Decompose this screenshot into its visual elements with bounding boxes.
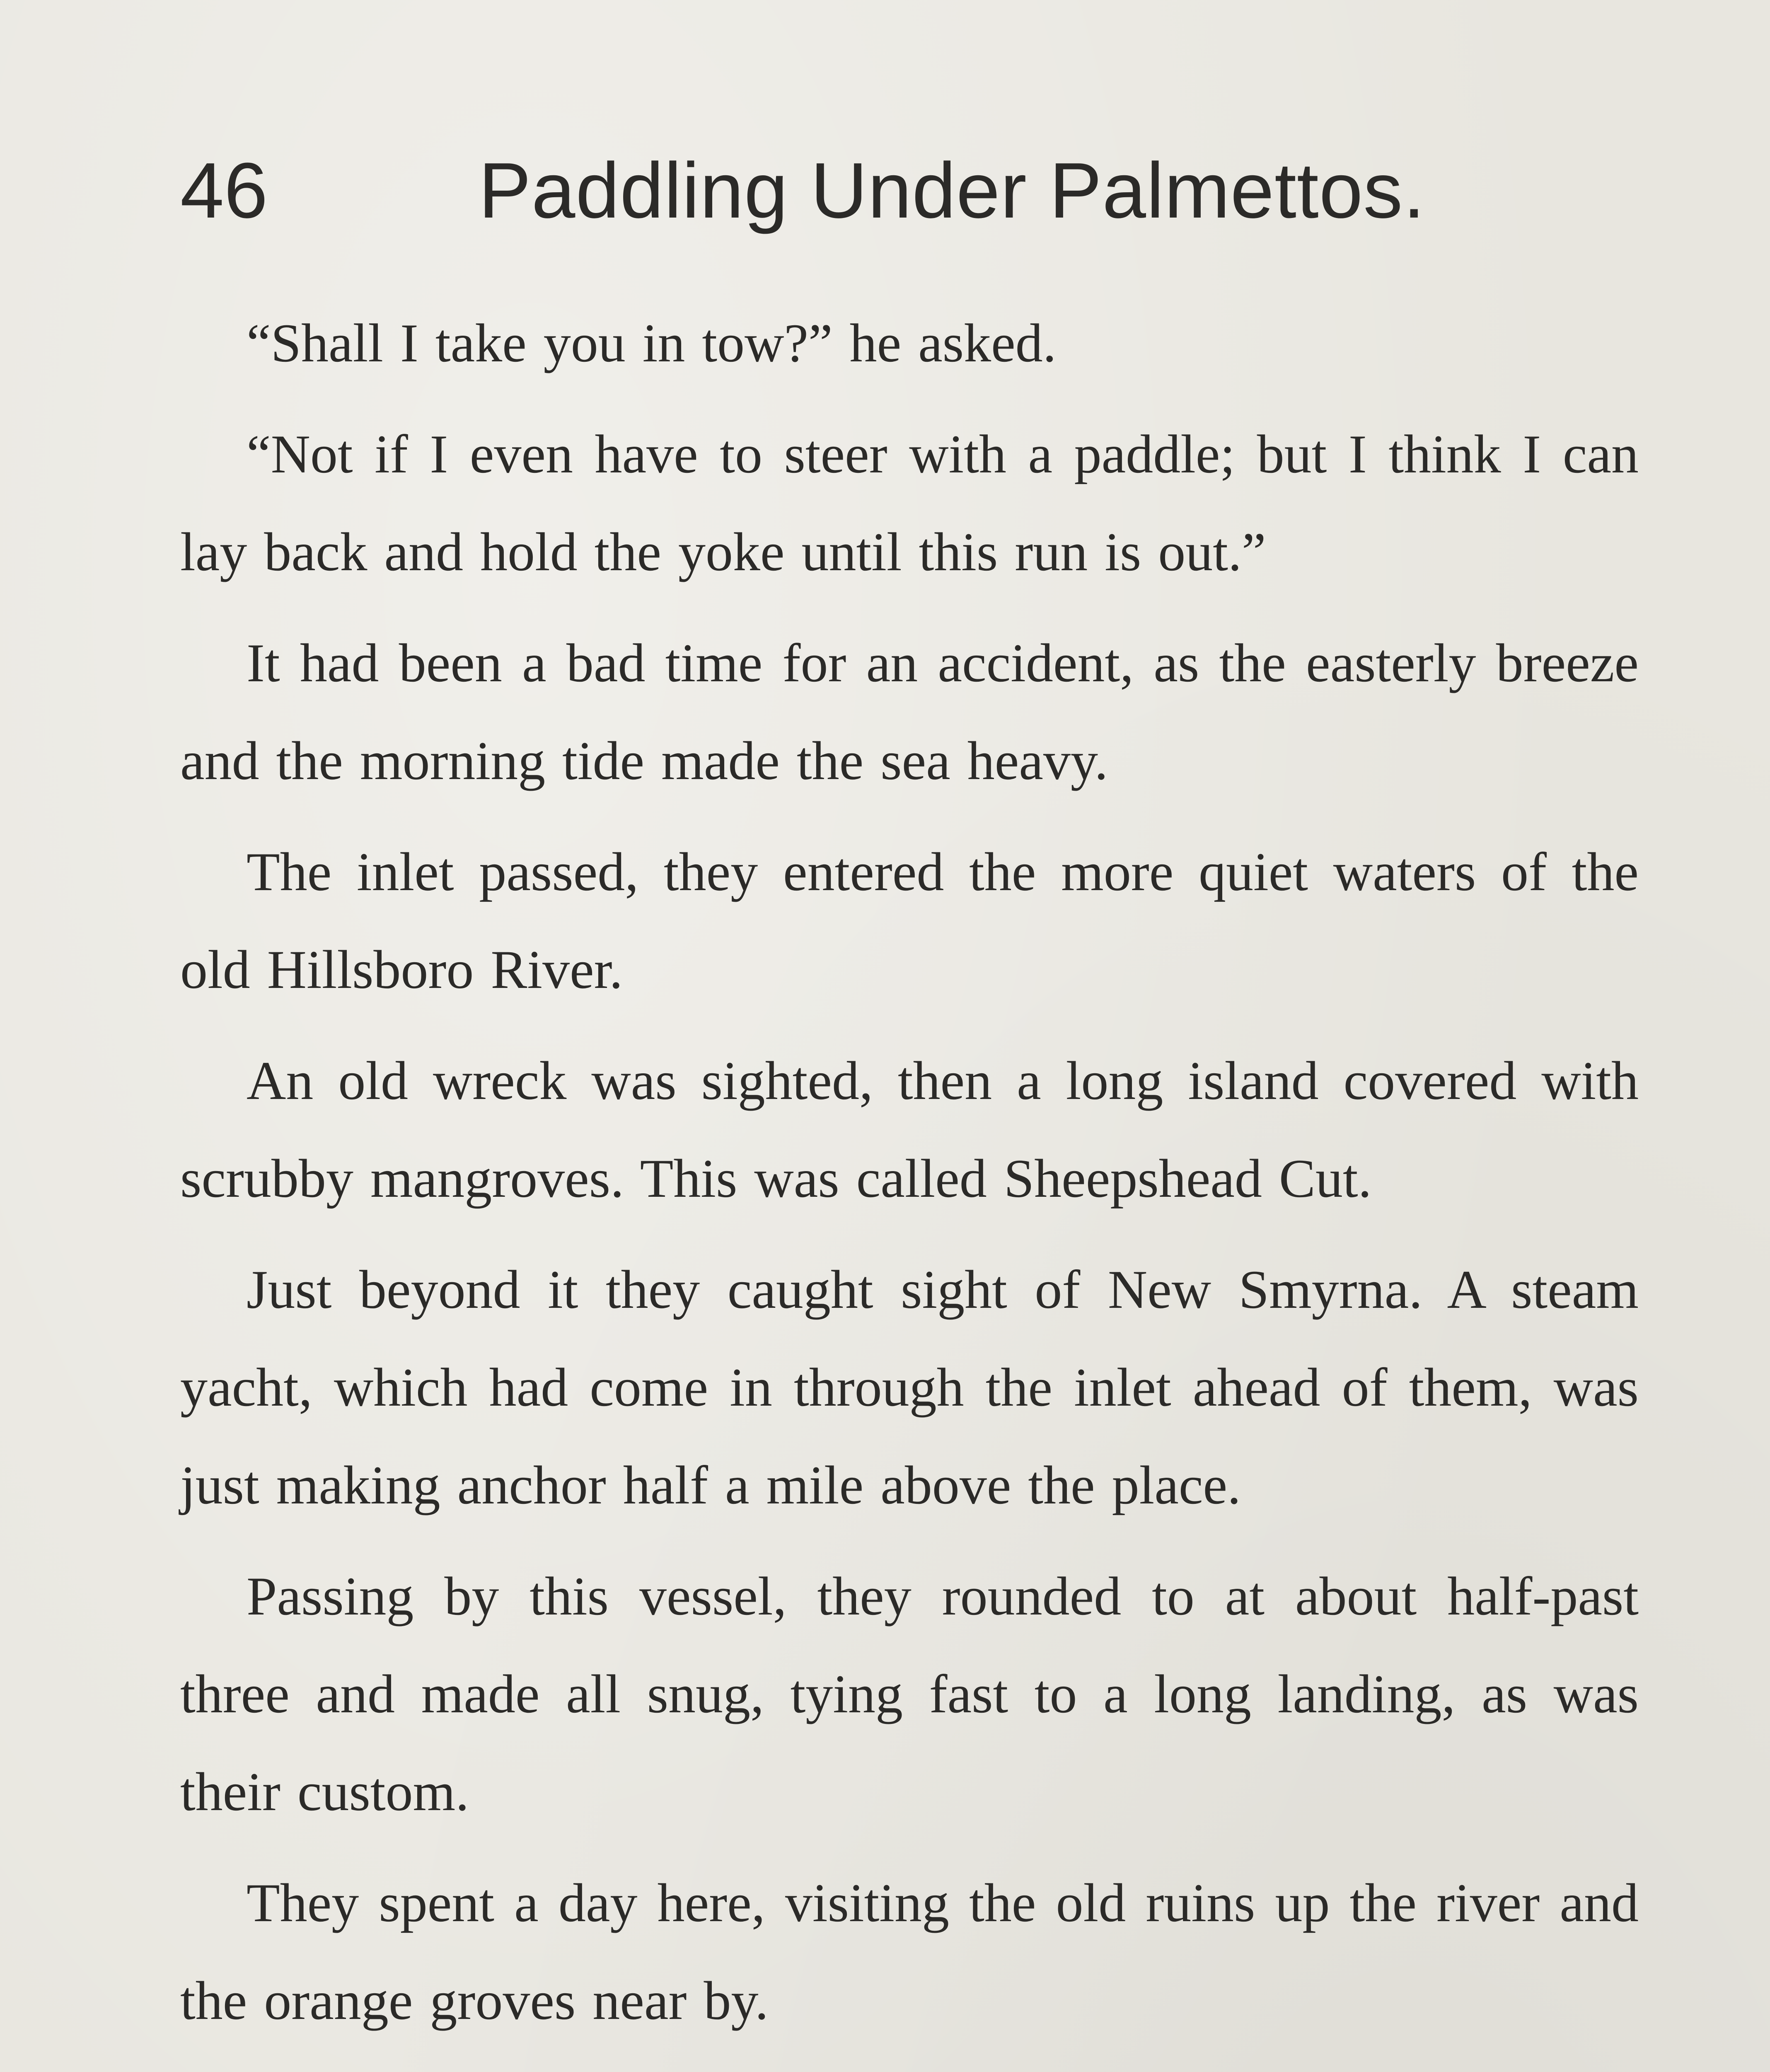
paragraph: It had been a bad time for an accident, as the easterly breeze and the morning tide made the sea heavy.: [180, 632, 1639, 791]
running-title: Paddling Under Palmettos.: [479, 147, 1426, 235]
paragraph: They spent a day here, visiting the old ruins up the river and the orange groves near by.: [180, 1872, 1639, 2031]
paragraph: Just beyond it they caught sight of New Smyrna. A steam yacht, which had come in through the inlet ahead of them, was just making anchor half a mile above the place.: [180, 1259, 1639, 1515]
page-number: 46: [180, 147, 268, 235]
page-header: [180, 141, 1639, 249]
body-text: [180, 294, 1639, 2072]
paragraph: An old wreck was sighted, then a long island covered with scrubby mangroves. This was called Sheepshead Cut.: [180, 1050, 1639, 1209]
paragraph: “Shall I take you in tow?” he asked.: [247, 312, 1057, 373]
paragraph: [180, 2063, 1639, 2072]
paragraph: Passing by this vessel, they rounded to at about half-past three and made all snug, tying fast to a long landing, as was their custom.: [180, 1566, 1639, 1822]
paragraph: The inlet passed, they entered the more quiet waters of the old Hillsboro River.: [180, 841, 1639, 1000]
paragraph: “Not if I even have to steer with a paddle; but I think I can lay back and hold the yoke until this run is out.”: [180, 424, 1639, 582]
